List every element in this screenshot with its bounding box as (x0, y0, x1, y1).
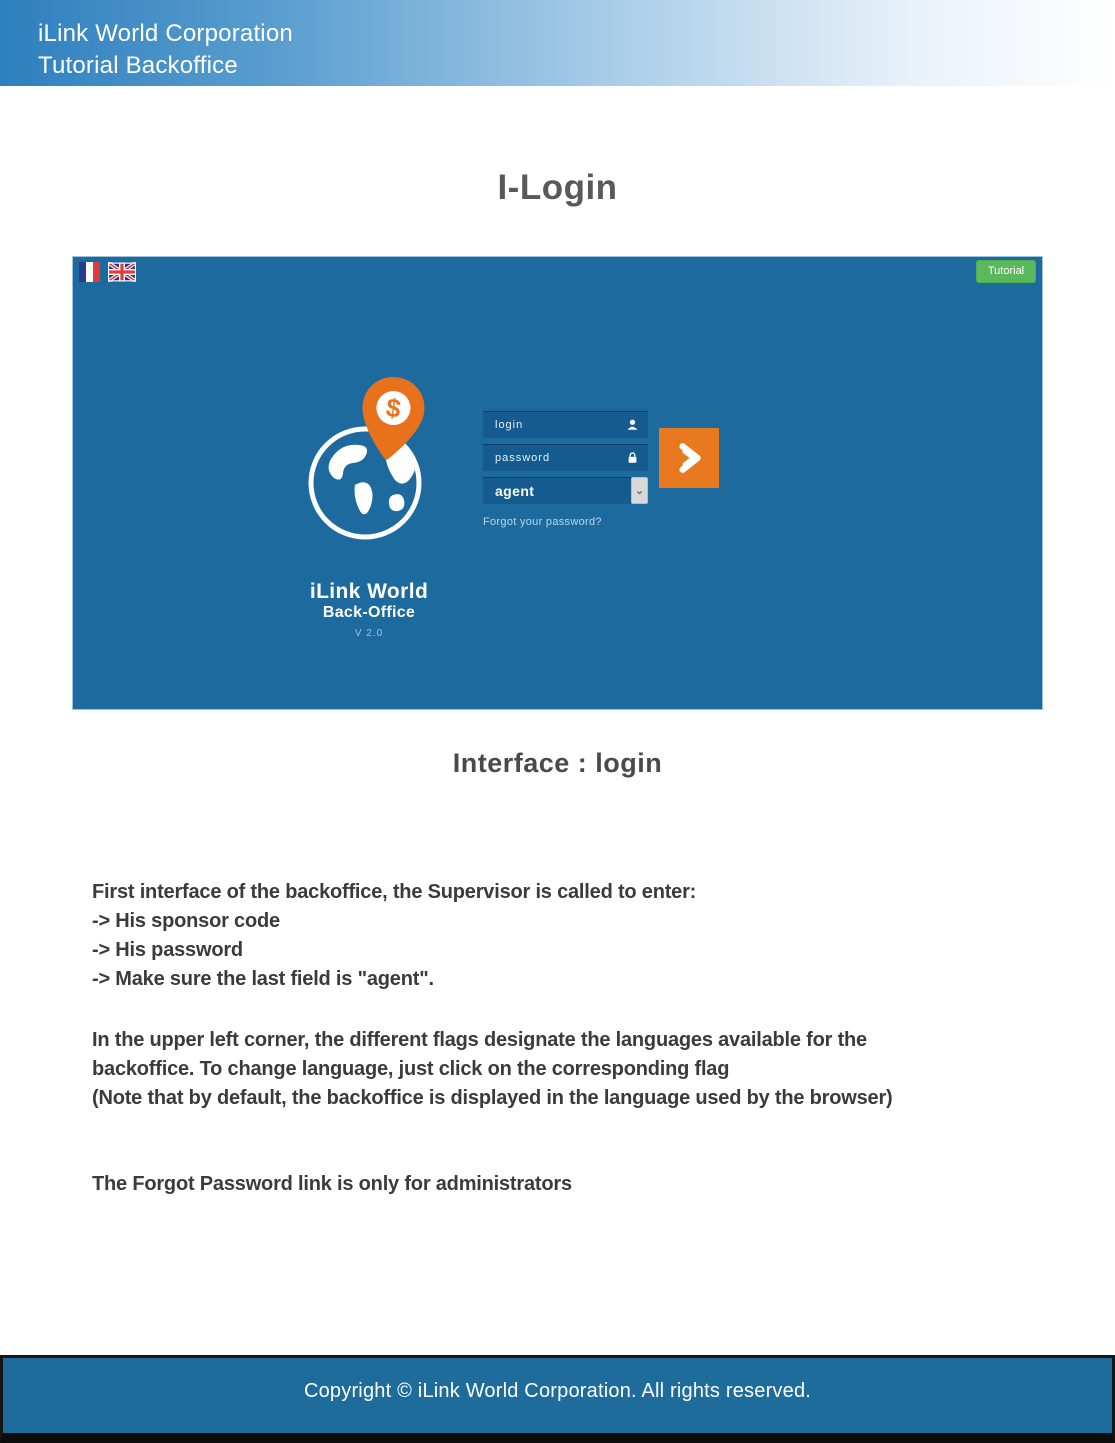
header-company: iLink World Corporation (38, 20, 293, 47)
instructions-intro-line: First interface of the backoffice, the Supervisor is called to enter: (92, 881, 697, 903)
uk-flag-icon[interactable] (108, 262, 136, 282)
logo-title: iLink World (309, 580, 429, 603)
tutorial-button[interactable]: Tutorial (976, 260, 1036, 283)
uk-flag-svg (108, 262, 136, 282)
logo-subtitle: Back-Office (322, 604, 416, 621)
copyright-text: Copyright © iLink World Corporation. All rights reserved. (303, 1380, 812, 1402)
instructions-bullet-sponsor: -> His sponsor code (92, 910, 280, 932)
password-field-wrap (483, 444, 648, 471)
role-select-value: agent (495, 482, 535, 499)
login-form (483, 411, 648, 530)
paragraph-forgot-password: The Forgot Password link is only for administrators (92, 1173, 572, 1195)
instructions-bullet-password: -> His password (92, 939, 243, 961)
header-subtitle: Tutorial Backoffice (38, 52, 238, 79)
flags-explanation-line: In the upper left corner, the different flags designate the languages available for the backoffice. To change language, just click on the corresponding flag (92, 1029, 867, 1080)
globe-dollar-pin-icon (289, 371, 449, 561)
page-header (0, 0, 1115, 86)
password-input[interactable] (483, 444, 648, 471)
french-flag-blue-stripe (79, 262, 86, 282)
login-screenshot-panel (72, 256, 1043, 710)
login-submit-button[interactable] (659, 428, 719, 488)
paragraph-flags (92, 1026, 947, 1113)
screenshot-caption: Interface : login (452, 748, 663, 778)
forgot-password-link[interactable]: Forgot your password? (483, 516, 602, 528)
ilink-logo (289, 371, 449, 639)
user-icon (626, 418, 639, 431)
flags-note-line: (Note that by default, the backoffice is displayed in the language used by the browser) (92, 1087, 893, 1109)
page-title: I-Login (497, 168, 618, 207)
role-select[interactable] (483, 477, 648, 504)
french-flag-icon[interactable] (79, 262, 100, 282)
login-input[interactable] (483, 411, 648, 438)
login-field-wrap (483, 411, 648, 438)
french-flag-red-stripe (93, 262, 100, 282)
chevron-down-icon[interactable]: ⌄ (631, 477, 648, 504)
page-footer (0, 1355, 1115, 1443)
logo-version: V 2.0 (354, 628, 384, 639)
lock-icon (626, 451, 639, 464)
french-flag-white-stripe (86, 262, 93, 282)
paragraph-instructions (92, 878, 947, 994)
instructions-bullet-agent: -> Make sure the last field is "agent". (92, 968, 434, 990)
svg-text:$: $ (384, 392, 403, 424)
submit-arrow-icon (672, 441, 706, 475)
